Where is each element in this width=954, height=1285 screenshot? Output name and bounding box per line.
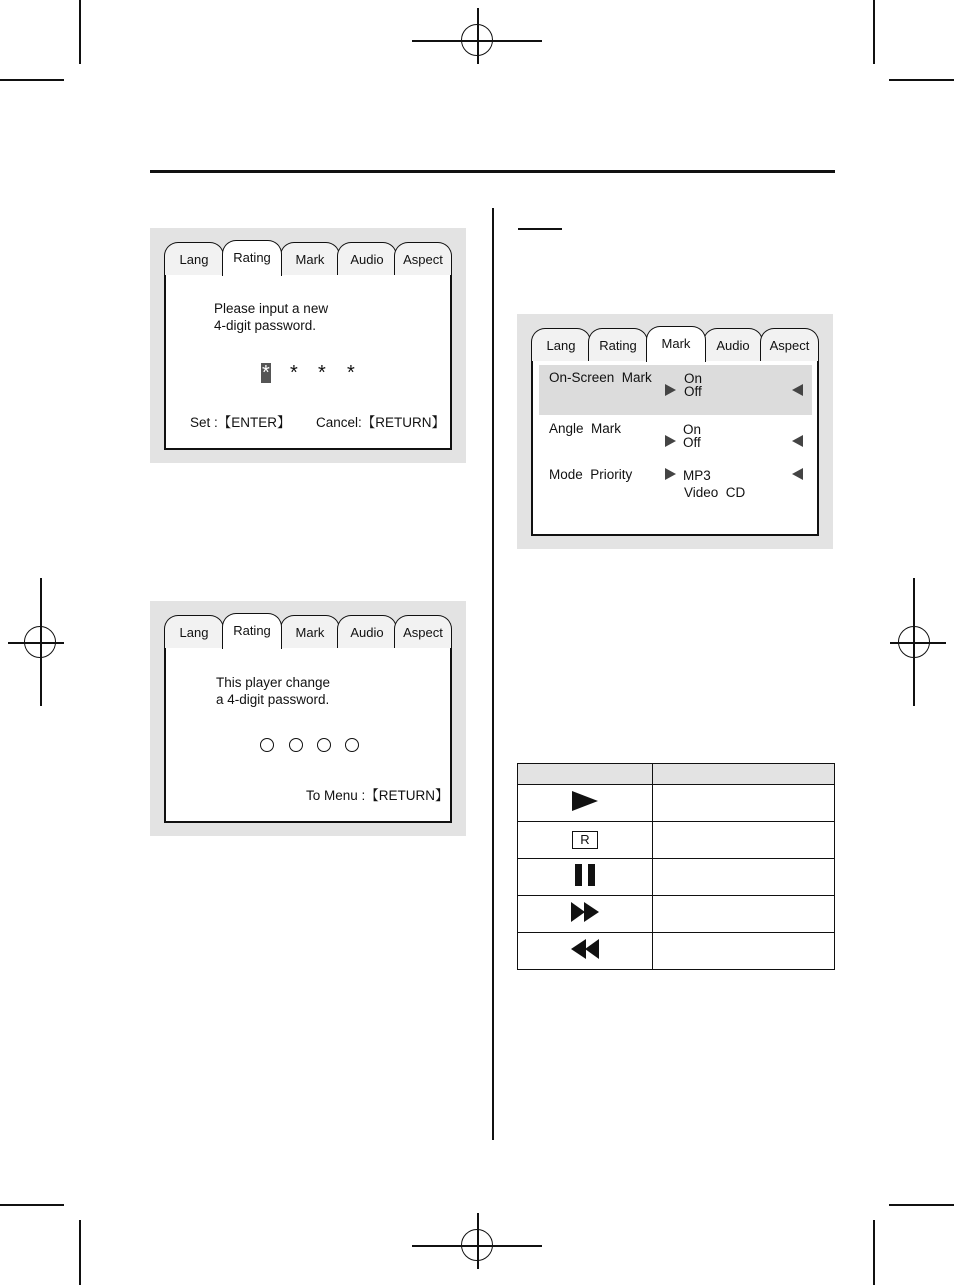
- tab-aspect[interactable]: Aspect: [394, 242, 452, 276]
- tab-rating[interactable]: Rating: [222, 240, 282, 276]
- tab-rating[interactable]: Rating: [222, 613, 282, 649]
- cancel-return-hint: Cancel:【RETURN】: [316, 415, 446, 430]
- on-screen-mark-label: On-Screen Mark: [549, 370, 652, 385]
- rewind-icon: [570, 938, 600, 960]
- tab-aspect[interactable]: Aspect: [394, 615, 452, 649]
- table-row: [518, 785, 835, 822]
- to-menu-return-hint: To Menu :【RETURN】: [306, 788, 449, 803]
- table-header-meaning: [653, 764, 835, 785]
- end-arrow-icon: [792, 468, 803, 480]
- on-screen-mark-option-on[interactable]: On: [684, 371, 703, 386]
- table-header-row: [518, 764, 835, 785]
- table-header-symbol: [518, 764, 653, 785]
- tab-audio[interactable]: Audio: [337, 615, 397, 649]
- tab-lang[interactable]: Lang: [164, 242, 224, 276]
- crop-mark-tl-h: [0, 79, 64, 81]
- tab-aspect[interactable]: Aspect: [760, 328, 819, 362]
- password-screen-panel: [150, 228, 466, 463]
- password-digit-4: *: [347, 362, 355, 384]
- crop-mark-br-h: [889, 1204, 954, 1206]
- r-box-icon: R: [572, 831, 598, 849]
- symbol-table: [517, 763, 835, 970]
- table-row: [518, 896, 835, 933]
- table-cell-desc: [653, 896, 835, 933]
- table-cell-desc: [653, 859, 835, 896]
- tab-rating[interactable]: Rating: [588, 328, 648, 362]
- message-line-1: This player change: [216, 675, 331, 690]
- angle-mark-label: Angle Mark: [549, 421, 622, 436]
- tab-audio[interactable]: Audio: [337, 242, 397, 276]
- prompt-line-2: 4-digit password.: [214, 318, 317, 333]
- pause-icon: [573, 863, 597, 887]
- note-heading-underline: [518, 228, 562, 230]
- table-row: [518, 822, 835, 859]
- table-row: [518, 859, 835, 896]
- message-line-2: a 4-digit password.: [216, 692, 330, 707]
- mode-priority-option-mp3[interactable]: MP3: [683, 468, 711, 483]
- crop-mark-tr-v: [873, 0, 875, 64]
- select-arrow-icon: [665, 468, 676, 480]
- end-arrow-icon: [792, 384, 803, 396]
- table-cell-desc: [653, 933, 835, 970]
- password-digit-2: *: [290, 362, 298, 384]
- password-screen: [164, 275, 452, 450]
- table-row: [518, 933, 835, 970]
- mode-priority-label: Mode Priority: [549, 467, 633, 482]
- crop-mark-bl-v: [79, 1220, 81, 1285]
- change-screen-panel: [150, 601, 466, 836]
- tab-mark[interactable]: Mark: [280, 242, 340, 276]
- end-arrow-icon: [792, 435, 803, 447]
- set-enter-hint: Set :【ENTER】: [190, 415, 291, 430]
- password-circle-3: [317, 738, 331, 752]
- tab-mark[interactable]: Mark: [646, 326, 706, 362]
- fast-forward-icon: [570, 901, 600, 923]
- crop-mark-br-v: [873, 1220, 875, 1285]
- password-circle-1: [260, 738, 274, 752]
- angle-mark-option-off[interactable]: Off: [683, 435, 701, 450]
- select-arrow-icon: [665, 384, 676, 396]
- table-cell-desc: [653, 822, 835, 859]
- tab-mark[interactable]: Mark: [280, 615, 340, 649]
- crop-mark-tr-h: [889, 79, 954, 81]
- prompt-line-1: Please input a new: [214, 301, 329, 316]
- tab-lang[interactable]: Lang: [164, 615, 224, 649]
- crop-mark-bl-h: [0, 1204, 64, 1206]
- mode-priority-option-video-cd[interactable]: Video CD: [684, 485, 746, 500]
- password-digit-3: *: [318, 362, 326, 384]
- password-circle-4: [345, 738, 359, 752]
- column-divider: [492, 208, 494, 1140]
- crop-mark-tl-v: [79, 0, 81, 64]
- mark-screen: [531, 361, 819, 536]
- header-rule: [150, 170, 835, 173]
- table-cell-desc: [653, 785, 835, 822]
- password-circle-2: [289, 738, 303, 752]
- mark-screen-panel: [517, 314, 833, 549]
- on-screen-mark-option-off[interactable]: Off: [684, 384, 702, 399]
- play-icon: [570, 790, 600, 812]
- tab-lang[interactable]: Lang: [531, 328, 591, 362]
- tab-audio[interactable]: Audio: [703, 328, 763, 362]
- select-arrow-icon: [665, 435, 676, 447]
- change-screen: [164, 648, 452, 823]
- password-digit-1: *: [262, 362, 270, 384]
- angle-mark-option-on[interactable]: On: [683, 422, 702, 437]
